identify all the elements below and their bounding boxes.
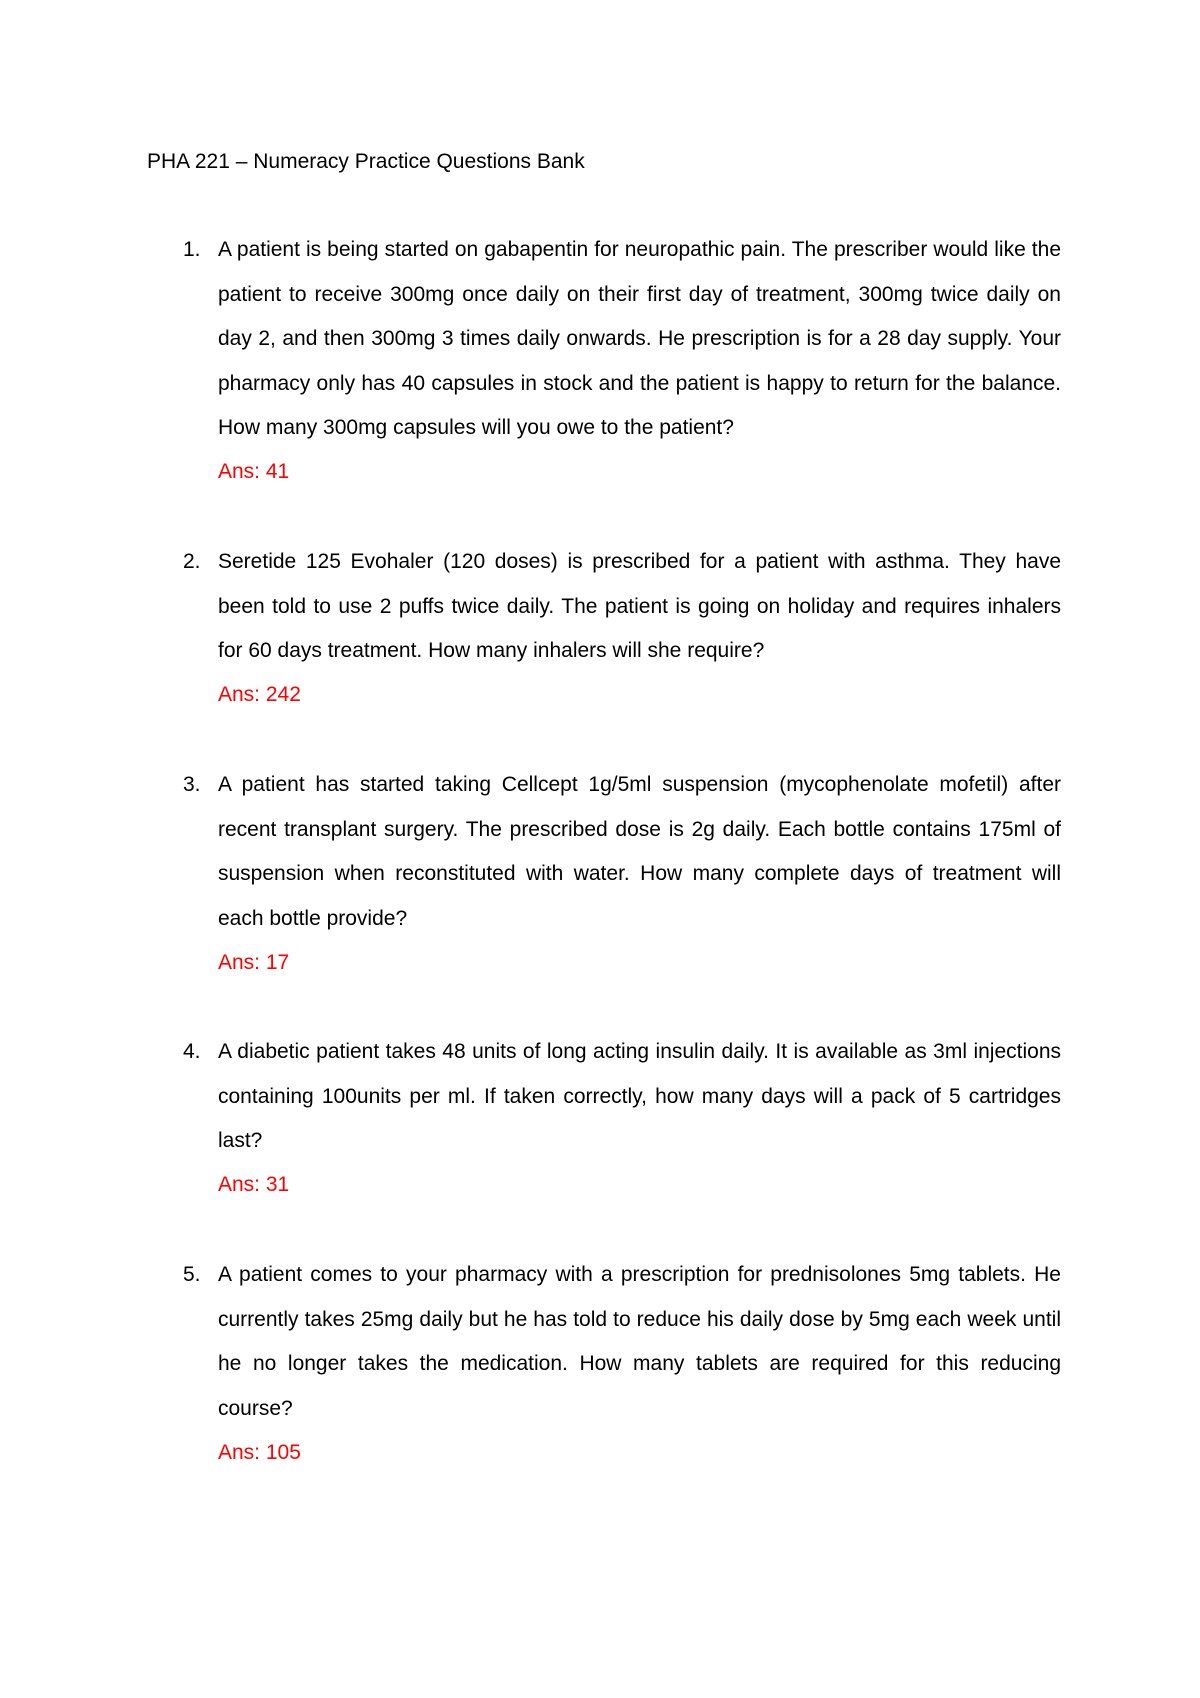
question-text: A patient is being started on gabapentin for neuropathic pain. The prescriber would like the patient to receive 300mg once daily on their first day of treatment, 300mg twice daily on day 2, and then 300mg 3 times daily onwards. He prescription is for a 28 day supply. Your pharmacy only has 40 capsules in stock and the patient is happy to return for the balance. How many 300mg capsules will you owe to the patient? (218, 238, 1061, 439)
question-answer: Ans: 17 (218, 951, 290, 974)
question-number: 4. (183, 1040, 201, 1063)
question-text: A patient comes to your pharmacy with a prescription for prednisolones 5mg tablets. He currently takes 25mg daily but he has told to reduce his daily dose by 5mg each week until he no longer takes the medication. How many tablets are required for this reducing course? (218, 1263, 1061, 1420)
question-text: Seretide 125 Evohaler (120 doses) is prescribed for a patient with asthma. They have been told to use 2 puffs twice daily. The patient is going on holiday and requires inhalers for 60 days treatment. How many inhalers will she require? (218, 550, 1061, 662)
question-answer: Ans: 41 (218, 460, 290, 483)
question-number: 2. (183, 550, 201, 573)
question-number: 5. (183, 1263, 201, 1286)
question-answer: Ans: 31 (218, 1173, 290, 1196)
question-text: A diabetic patient takes 48 units of long acting insulin daily. It is available as 3ml injections containing 100units per ml. If taken correctly, how many days will a pack of 5 cartridges last? (218, 1040, 1061, 1152)
question-number: 1. (183, 238, 201, 261)
question-answer: Ans: 242 (218, 683, 301, 706)
question-answer: Ans: 105 (218, 1441, 301, 1464)
document-title: PHA 221 – Numeracy Practice Questions Bank (147, 150, 585, 173)
question-number: 3. (183, 773, 201, 796)
question-text: A patient has started taking Cellcept 1g/5ml suspension (mycophenolate mofetil) after recent transplant surgery. The prescribed dose is 2g daily. Each bottle contains 175ml of suspension when reconstituted with water. How many complete days of treatment will each bottle provide? (218, 773, 1061, 930)
